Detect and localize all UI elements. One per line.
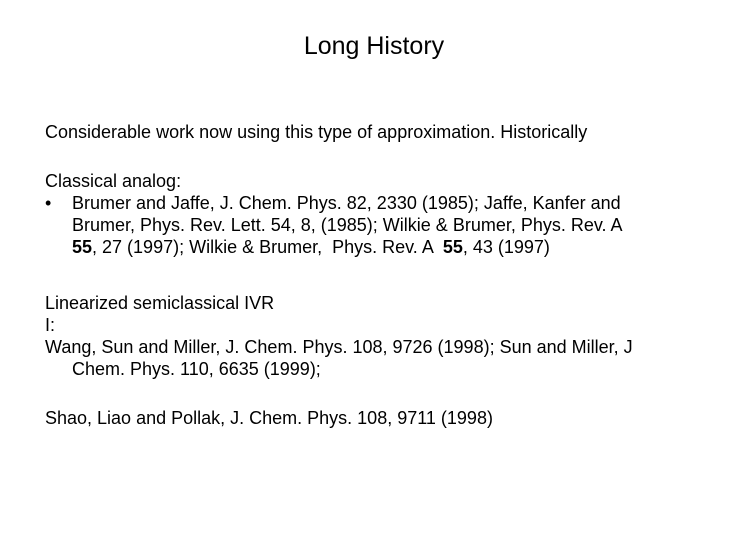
ivr-heading: Linearized semiclassical IVR [45, 293, 275, 313]
slide-title: Long History [303, 32, 445, 60]
bullet-icon: • [45, 193, 52, 213]
classical-heading: Classical analog: [45, 171, 182, 191]
wang-reference [45, 336, 745, 380]
wang-line-1: Wang, Sun and Miller, J. Chem. Phys. 108, 9726 (1998); Sun and Miller, J [45, 337, 633, 357]
shao-reference: Shao, Liao and Pollak, J. Chem. Phys. 108, 9711 (1998) [45, 408, 493, 428]
volume-number-2: 55 [442, 237, 463, 257]
intro-text: Considerable work now using this type of approximation. Historically [45, 122, 588, 142]
ivr-subheading: I: [45, 315, 56, 335]
bullet-text [72, 192, 732, 258]
bullet-line-3-mid: , 27 (1997); Wilkie & Brumer, Phys. Rev. A [92, 237, 443, 257]
volume-number: 55 [72, 237, 93, 257]
bullet-line-1: Brumer and Jaffe, J. Chem. Phys. 82, 2330 (1985); Jaffe, Kanfer and [72, 193, 621, 213]
wang-line-2: Chem. Phys. 110, 6635 (1999); [72, 359, 321, 379]
bullet-line-3 [72, 236, 732, 258]
bullet-line-3-end: , 43 (1997) [462, 237, 550, 257]
bullet-line-2: Brumer, Phys. Rev. Lett. 54, 8, (1985); Wilkie & Brumer, Phys. Rev. A [72, 215, 623, 235]
